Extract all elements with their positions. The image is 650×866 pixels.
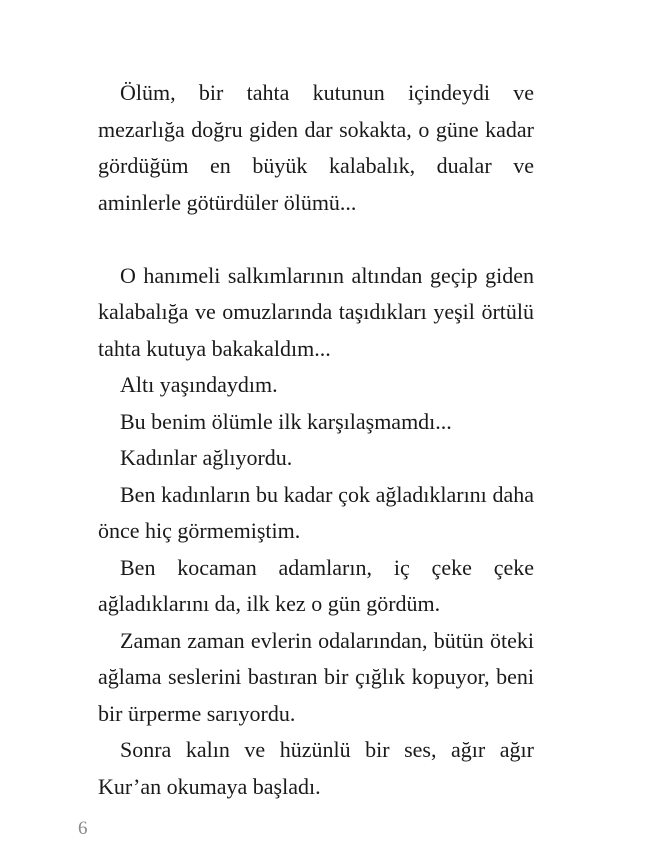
paragraph: O hanımeli salkımlarının altından geçip giden kalabalığa ve omuzlarında taşıdıkları yeşil örtülü tahta kutuya bakakaldım... xyxy=(98,262,534,361)
paragraph: Bu benim ölümle ilk karşılaşmamdı... xyxy=(120,408,452,434)
paragraph: Sonra kalın ve hüzünlü bir ses, ağır ağır Kur’an okumaya başladı. xyxy=(98,737,534,799)
body-text xyxy=(98,75,534,805)
paragraph: Ben kocaman adamların, iç çeke çeke ağladıklarını da, ilk kez o gün gördüm. xyxy=(98,554,534,616)
paragraph: Altı yaşındaydım. xyxy=(120,372,278,397)
page-number: 6 xyxy=(78,818,88,839)
paragraph: Ölüm, bir tahta kutunun içindeydi ve mezarlığa doğru giden dar sokakta, o güne kadar gördüğüm en büyük kalabalık, dualar ve aminlerle götürdüler ölümü... xyxy=(98,80,534,215)
paragraph: Zaman zaman evlerin odalarından, bütün öteki ağlama seslerini bastıran bir çığlık kopuyor, beni bir ürperme sarıyordu. xyxy=(98,627,534,726)
paragraph: Ben kadınların bu kadar çok ağladıklarını daha önce hiç görmemiştim. xyxy=(98,481,534,543)
paragraph: Kadınlar ağlıyordu. xyxy=(120,445,293,470)
